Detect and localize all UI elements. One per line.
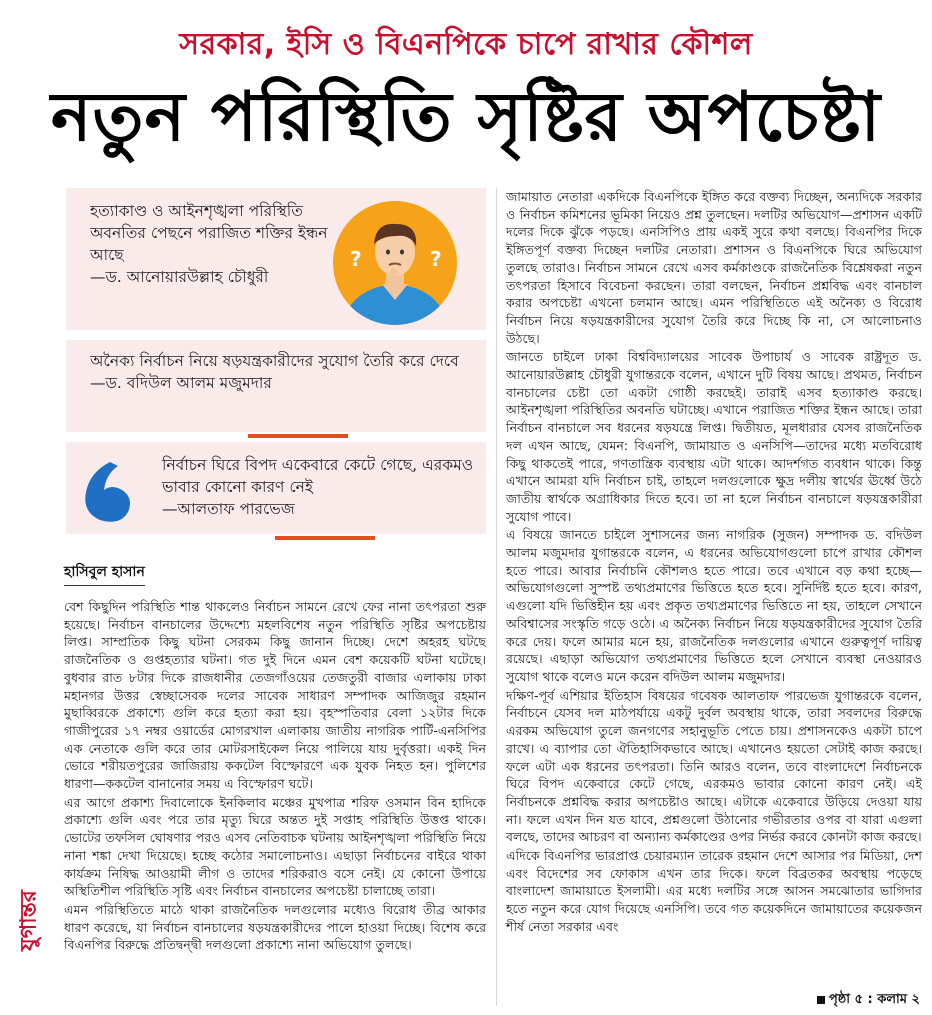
svg-text:?: ? xyxy=(430,247,442,271)
paragraph: বেশ কিছুদিন পরিস্থিতি শান্ত থাকলেও নির্বাচন সামনে রেখে ফের নানা তৎপরতা শুরু হয়েছে। নির্বাচন বানচালের উদ্দেশ্যে মহলবিশেষ নতুন পরিস্থিতি সৃষ্টির অপচেষ্টায় লিপ্ত। সাম্প্রতিক কিছু ঘটনা সেরকম কিছু জানান দিচ্ছে। দেশে অহরহ ঘটছে রাজনৈতিক ও গুপ্তহত্যার ঘটনা। গত দুই দিনে এমন বেশ কয়েকটি ঘটনা ঘটেছে। বুধবার রাত ৮টার দিকে রাজধানীর তেজগাঁওয়ের তেজতুরী বাজার এলাকায় ঢাকা মহানগর উত্তর স্বেচ্ছাসেবক দলের সাবেক সাধারণ সম্পাদক আজিজুর রহমান মুছাব্বিরকে প্রকাশ্যে গুলি করে হত্যা করা হয়। বৃহস্পতিবার বেলা ১২টার দিকে গাজীপুরের ১৭ নম্বর ওয়ার্ডের মোগরখাল এলাকায় জাতীয় নাগরিক পার্টি-এনসিপির এক নেতাকে গুলি করে তার মোটরসাইকেল নিয়ে পালিয়ে যায় দুর্বৃত্তরা। একই দিন ভোরে শরীয়তপুরের জাজিরায় ককটেল বিস্ফোরণে এক যুবক নিহত হন। পুলিশের ধারণা—ককটেল বানানোর সময় এ বিস্ফোরণ ঘটে। xyxy=(64,599,486,792)
quote-1-author: —ড. আনোয়ারউল্লাহ চৌধুরী xyxy=(90,268,269,286)
continuation-label xyxy=(817,990,920,1011)
quote-2 xyxy=(90,350,470,394)
right-column xyxy=(506,188,922,937)
quote-2-author: —ড. বদিউল আলম মজুমদার xyxy=(90,374,272,392)
logo-text: যুগান্তর xyxy=(16,890,42,951)
quote-1 xyxy=(90,200,340,288)
accent-bar xyxy=(275,536,375,540)
quote-3 xyxy=(162,454,482,520)
square-bullet-icon xyxy=(817,996,825,1004)
left-column xyxy=(64,598,486,955)
quote-1-text: হত্যাকাণ্ড ও আইনশৃঙ্খলা পরিস্থিতি অবনতির পেছনে পরাজিত শক্তির ইন্ধন আছে xyxy=(90,202,328,264)
main-headline: নতুন পরিস্থিতি সৃষ্টির অপচেষ্টা xyxy=(50,78,882,157)
byline: হাসিবুল হাসান xyxy=(64,560,145,586)
paragraph: জামায়াত নেতারা একদিকে বিএনপিকে ইঙ্গিত করে বক্তব্য দিচ্ছেন, অন্যদিকে সরকার ও নির্বাচন কমিশনের ভূমিকা নিয়েও প্রশ্ন তুলছেন। দলটির অভিযোগ—প্রশাসন একটি দলের দিকে ঝুঁকে পড়ছে। এনসিপিও প্রায় একই সুরে কথা বলছে। বিএনপির দিকে ইঙ্গিতপূর্ণ বক্তব্য দিচ্ছেন দলটির নেতারা। প্রশাসন ও বিএনপিকে ঘিরে অভিযোগ তুলছে তারাও। নির্বাচন সামনে রেখে এসব কর্মকাণ্ডকে রাজনৈতিক বিশ্লেষকরা নতুন তৎপরতা হিসাবে বিবেচনা করছেন। তারা বলছেন, নির্বাচন প্রশ্নবিদ্ধ এবং বানচাল করার অপচেষ্টা এখনো চলমান আছে। এমন পরিস্থিতিতে এই অনৈক্য ও বিরোধ নির্বাচন নিয়ে ষড়যন্ত্রকারীদের সুযোগ তৈরি করে দিচ্ছে কি না, সে আলোচনাও উঠছে। xyxy=(506,189,922,346)
svg-text:?: ? xyxy=(350,247,362,271)
quote-box-3 xyxy=(66,442,486,534)
quote-3-author: —আলতাফ পারভেজ xyxy=(162,500,295,518)
quote-3-text: নির্বাচন ঘিরে বিপদ একেবারে কেটে গেছে, এরকমও ভাবার কোনো কারণ নেই xyxy=(162,456,474,496)
quote-2-text: অনৈক্য নির্বাচন নিয়ে ষড়যন্ত্রকারীদের সুযোগ তৈরি করে দেবে xyxy=(90,352,459,370)
paragraph: এমন পরিস্থিতিতে মাঠে থাকা রাজনৈতিক দলগুলোর মধ্যেও বিরোধ তীব্র আকার ধারণ করেছে, যা নির্বাচন বানচালের ষড়যন্ত্রকারীদের পালে হাওয়া দিচ্ছে। বিশেষ করে বিএনপির বিরুদ্ধে প্রতিদ্বন্দ্বী দলগুলো প্রকাশ্যে নানা অভিযোগ তুলছে। xyxy=(64,901,486,953)
jump-text: পৃষ্ঠা ৫ : কলাম ২ xyxy=(828,992,920,1007)
kicker-headline: সরকার, ইসি ও বিএনপিকে চাপে রাখার কৌশল xyxy=(179,27,753,62)
paragraph: এদিকে বিএনপির ভারপ্রাপ্ত চেয়ারম্যান তারেক রহমান দেশে আসার পর মিডিয়া, দেশ এবং বিদেশের সব ফোকাস এখন তার দিকে। ফলে বিব্রতকর অবস্থায় পড়েছে বাংলাদেশ জামায়াতে ইসলামী। এর মধ্যে দলটির সঙ্গে আসন সমঝোতার ভাগিদার হতে নতুন করে যোগ দিয়েছে এনসিপি। তবে গত কয়েকদিনে জামায়াতের কয়েকজন শীর্ষ নেতা সরকার এবং xyxy=(506,848,922,934)
paragraph: জানতে চাইলে ঢাকা বিশ্ববিদ্যালয়ের সাবেক উপাচার্য ও সাবেক রাষ্ট্রদূত ড. আনোয়ারউল্লাহ চৌধুরী যুগান্তরকে বলেন, এখানে দুটি বিষয় আছে। প্রথমত, নির্বাচন বানচালের চেষ্টা তো একটা গোষ্ঠী করছেই। তারাই এসব হত্যাকাণ্ড করছে। আইনশৃঙ্খলা পরিস্থিতির অবনতি ঘটাচ্ছে। এখানে পরাজিত শক্তির ইন্ধন আছে। তারা নির্বাচন বানচালে সব ধরনের ষড়যন্ত্রে লিপ্ত। দ্বিতীয়ত, মূলধারার যেসব রাজনৈতিক দল এখন আছে, যেমন: বিএনপি, জামায়াত ও এনসিপি—তাদের মধ্যে মতবিরোধ কিছু থাকতেই পারে, গণতান্ত্রিক ব্যবস্থায় এটা থাকে। আদর্শগত ব্যবধান থাকে। কিন্তু এখানে আমরা যদি নির্বাচন চাই, তাহলে দলগুলোকে ক্ষুদ্র দলীয় স্বার্থের ঊর্ধ্বে উঠে জাতীয় স্বার্থকে অগ্রাধিকার দিতে হবে। তা না হলে নির্বাচন বানচালে ষড়যন্ত্রকারীরা সুযোগ পাবে। xyxy=(506,349,922,524)
quote-box-2 xyxy=(66,340,486,432)
paragraph: এর আগে প্রকাশ্য দিবালোকে ইনকিলাব মঞ্চের মুখপাত্র শরিফ ওসমান বিন হাদিকে প্রকাশ্যে গুলি এবং পরে তার মৃত্যু ঘিরে অন্তত দুই সপ্তাহ পরিস্থিতি উত্তপ্ত থাকে। ভোটের তফসিল ঘোষণার পরও এসব নেতিবাচক ঘটনায় আইনশৃঙ্খলা পরিস্থিতি নিয়ে নানা শঙ্কা দেখা দিয়েছে। হচ্ছে কঠোর সমালোচনাও। এছাড়া নির্বাচনের বাইরে থাকা কার্যক্রম নিষিদ্ধ আওয়ামী লীগ ও তাদের শরিকরাও বসে নেই। যে কোনো উপায়ে অস্থিতিশীল পরিস্থিতি সৃষ্টি এবং নির্বাচন বানচালের অপচেষ্টা চালাচ্ছে তারা। xyxy=(64,794,486,899)
thinking-man-illustration xyxy=(322,200,468,326)
paragraph: দক্ষিণ-পূর্ব এশিয়ার ইতিহাস বিষয়ের গবেষক আলতাফ পারভেজ যুগান্তরকে বলেন, নির্বাচনে যেসব দল মাঠপর্যায়ে একটু দুর্বল অবস্থায় থাকে, তারা সবলদের বিরুদ্ধে এরকম অভিযোগ তুলে জনগণের সহানুভূতি পেতে চায়। প্রশাসনকেও একটা চাপে রাখে। এ ব্যাপার তো ঐতিহাসিকভাবে আছে। এখানেও হয়তো সেটাই কাজ করছে। ফলে এটা এক ধরনের তৎপরতা। তিনি আরও বলেন, তবে বাংলাদেশে নির্বাচনকে ঘিরে বিপদ একেবারে কেটে গেছে, এরকমও ভাবার কোনো কারণ নেই। এই নির্বাচনকে প্রশ্নবিদ্ধ করার অপচেষ্টাও আছে। এটাকে একেবারে উড়িয়ে দেওয়া যায় না। ফলে এখন দিন যত যাবে, প্রশ্নগুলো উঠানোর গভীরতার ওপর বা যারা এগুলা বলছে, তাদের আচরণ বা অন্যান্য কর্মকাণ্ডের ওপর নির্ভর করবে কোনটা কাজ করছে। xyxy=(506,687,922,845)
accent-bar xyxy=(248,434,348,438)
quote-mark-icon xyxy=(80,462,140,526)
newspaper-logo xyxy=(12,838,46,1008)
paragraph: এ বিষয়ে জানতে চাইলে সুশাসনের জন্য নাগরিক (সুজন) সম্পাদক ড. বদিউল আলম মজুমদার যুগান্তরকে বলেন, এ ধরনের অভিযোগগুলো চাপে রাখার কৌশল হতে পারে। আবার নির্বাচনি কৌশলও হতে পারে। তবে এখানে বড় কথা হচ্ছে—অভিযোগগুলো সুস্পষ্ট তথ্যপ্রমাণের ভিত্তিতে হতে হবে। সুনির্দিষ্ট হতে হবে। কারণ, এগুলো যদি ভিত্তিহীন হয় এবং প্রকৃত তথ্যপ্রমাণের ভিত্তিতে না হয়, তাহলে সেখানে অবিশ্বাসের সংস্কৃতি গড়ে ওঠে। এ অনৈক্য নির্বাচন নিয়ে ষড়যন্ত্রকারীদের সুযোগ তৈরি করে দেয়। ফলে আমার মনে হয়, রাজনৈতিক দলগুলোর এখানে গুরুত্বপূর্ণ দায়িত্ব রয়েছে। এছাড়া অভিযোগ তথ্যপ্রমাণের ভিত্তিতে হলে সেখানে ব্যবস্থা নেওয়ারও সুযোগ থাকে বলেও মনে করেন বদিউল আলম মজুমদার। xyxy=(506,527,922,684)
column-divider xyxy=(496,188,497,1006)
